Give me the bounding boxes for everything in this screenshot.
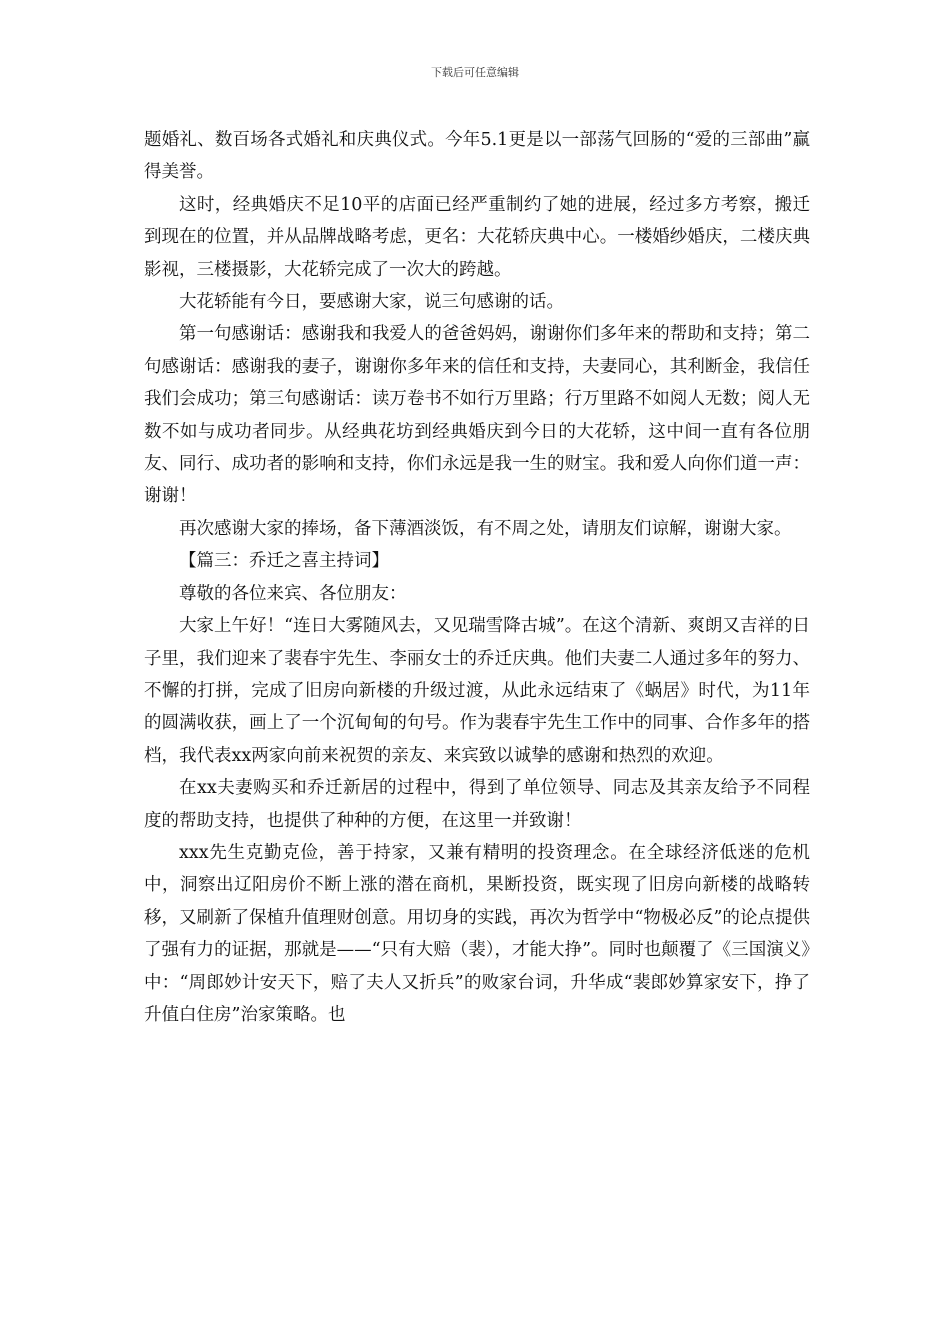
section-heading: 【篇三：乔迁之喜主持词】 xyxy=(179,551,389,572)
paragraph-10: xxx先生克勤克俭，善于持家，又兼有精明的投资理念。在全球经济低迷的危机中，洞察出辽阳房价不断上涨的潜在商机，果断投资，既实现了旧房向新楼的战略转移，又刷新了保植升值理财创意。用切身的实践，再次为哲学中“物极必反”的论点提供了强有力的证据，那就是——“只有大赔（裴），才能大挣”。同时也颠覆了《三国演义》中：“周郎妙计安天下，赔了夫人又折兵”的败家台词，升华成“裴郎妙算家安下，挣了升值白住房”治家策略。也 xyxy=(144,842,810,1025)
paragraph-9: 在xx夫妻购买和乔迁新居的过程中，得到了单位领导、同志及其亲友给予不同程度的帮助支持，也提供了种种的方便，在这里一并致谢！ xyxy=(144,778,810,831)
paragraph-1: 题婚礼、数百场各式婚礼和庆典仪式。今年5.1更是以一部荡气回肠的“爱的三部曲”赢得美誉。 xyxy=(144,130,810,183)
paragraph-2: 这时，经典婚庆不足10平的店面已经严重制约了她的进展，经过多方考察，搬迁到现在的位置，并从品牌战略考虑，更名：大花轿庆典中心。一楼婚纱婚庆，二楼庆典影视，三楼摄影，大花轿完成了一次大的跨越。 xyxy=(144,194,810,280)
paragraph-3: 大花轿能有今日，要感谢大家，说三句感谢的话。 xyxy=(179,292,564,313)
document-body xyxy=(144,124,810,1031)
salutation: 尊敬的各位来宾、各位朋友： xyxy=(179,583,407,604)
paragraph-5: 再次感谢大家的捧场，备下薄酒淡饭，有不周之处，请朋友们谅解，谢谢大家。 xyxy=(179,518,792,539)
paragraph-8: 大家上午好！“连日大雾随风去，又见瑞雪降古城”。在这个清新、爽朗又吉祥的日子里，我们迎来了裴春宇先生、李丽女士的乔迁庆典。他们夫妻二人通过多年的努力、不懈的打拼，完成了旧房向新楼的升级过渡，从此永远结束了《蜗居》时代，为11年的圆满收获，画上了一个沉甸甸的句号。作为裴春宇先生工作中的同事、合作多年的搭档，我代表xx两家向前来祝贺的亲友、来宾致以诚挚的感谢和热烈的欢迎。 xyxy=(144,616,810,766)
page-header-note: 下载后可任意编辑 xyxy=(431,66,519,79)
paragraph-4: 第一句感谢话：感谢我和我爱人的爸爸妈妈，谢谢你们多年来的帮助和支持；第二句感谢话：感谢我的妻子，谢谢你多年来的信任和支持，夫妻同心，其利断金，我信任我们会成功；第三句感谢话：读万卷书不如行万里路；行万里路不如阅人无数；阅人无数不如与成功者同步。从经典花坊到经典婚庆到今日的大花轿，这中间一直有各位朋友、同行、成功者的影响和支持，你们永远是我一生的财宝。我和爱人向你们道一声：谢谢！ xyxy=(144,324,810,507)
